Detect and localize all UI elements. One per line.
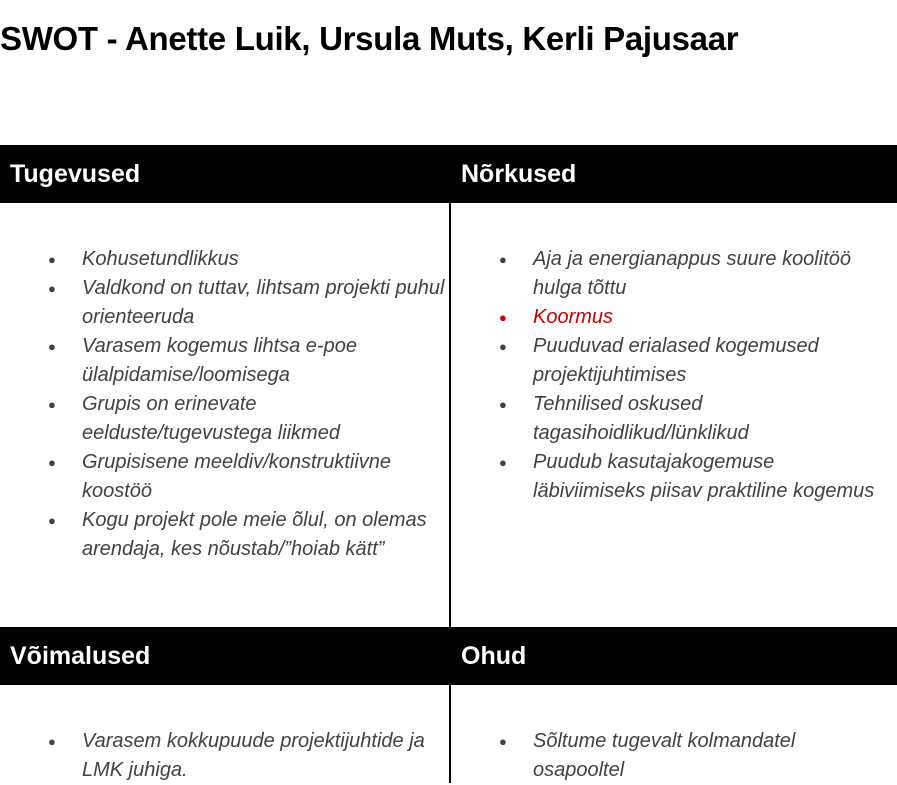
list-item: ● Kohusetundlikkus xyxy=(48,245,446,274)
header-row-bottom xyxy=(0,627,897,685)
heading-ohud: Ohud xyxy=(461,642,527,670)
list-item: ● Grupis on erinevate eelduste/tugevustega liikmed xyxy=(48,390,446,448)
cell-voimalused xyxy=(0,685,451,783)
body-row-top xyxy=(0,203,897,627)
heading-voimalused: Võimalused xyxy=(10,642,151,670)
list-item: ● Grupisisene meeldiv/konstruktiivne koostöö xyxy=(48,448,446,506)
list-item: ● Puuduvad erialased kogemused projektijuhtimises xyxy=(499,332,889,390)
list-item-highlighted: ● Koormus xyxy=(499,303,889,332)
body-row-bottom xyxy=(0,685,897,783)
heading-tugevused: Tugevused xyxy=(10,160,141,188)
cell-norkused xyxy=(451,203,897,627)
list-item: ● Tehnilised oskused tagasihoidlikud/lünklikud xyxy=(499,390,889,448)
list-item: ● Valdkond on tuttav, lihtsam projekti puhul orienteeruda xyxy=(48,274,446,332)
list-voimalused xyxy=(48,727,446,785)
cell-ohud xyxy=(451,685,897,783)
list-item: ● Puudub kasutajakogemuse läbiviimiseks piisav praktiline kogemus xyxy=(499,448,889,506)
list-tugevused xyxy=(48,245,446,564)
cell-tugevused xyxy=(0,203,451,627)
list-item: ● Aja ja energianappus suure koolitöö hulga tõttu xyxy=(499,245,889,303)
list-norkused xyxy=(499,245,889,506)
list-item: ● Varasem kokkupuude projektijuhtide ja LMK juhiga. xyxy=(48,727,446,785)
page-title: SWOT - Anette Luik, Ursula Muts, Kerli Pajusaar xyxy=(0,20,739,57)
heading-norkused: Nõrkused xyxy=(461,160,577,188)
swot-table xyxy=(0,145,897,783)
list-ohud xyxy=(499,727,889,785)
header-row-top xyxy=(0,145,897,203)
list-item: ● Varasem kogemus lihtsa e-poe ülalpidamise/loomisega xyxy=(48,332,446,390)
list-item: ● Sõltume tugevalt kolmandatel osapooltel xyxy=(499,727,889,785)
list-item: ● Kogu projekt pole meie õlul, on olemas arendaja, kes nõustab/”hoiab kätt” xyxy=(48,506,446,564)
